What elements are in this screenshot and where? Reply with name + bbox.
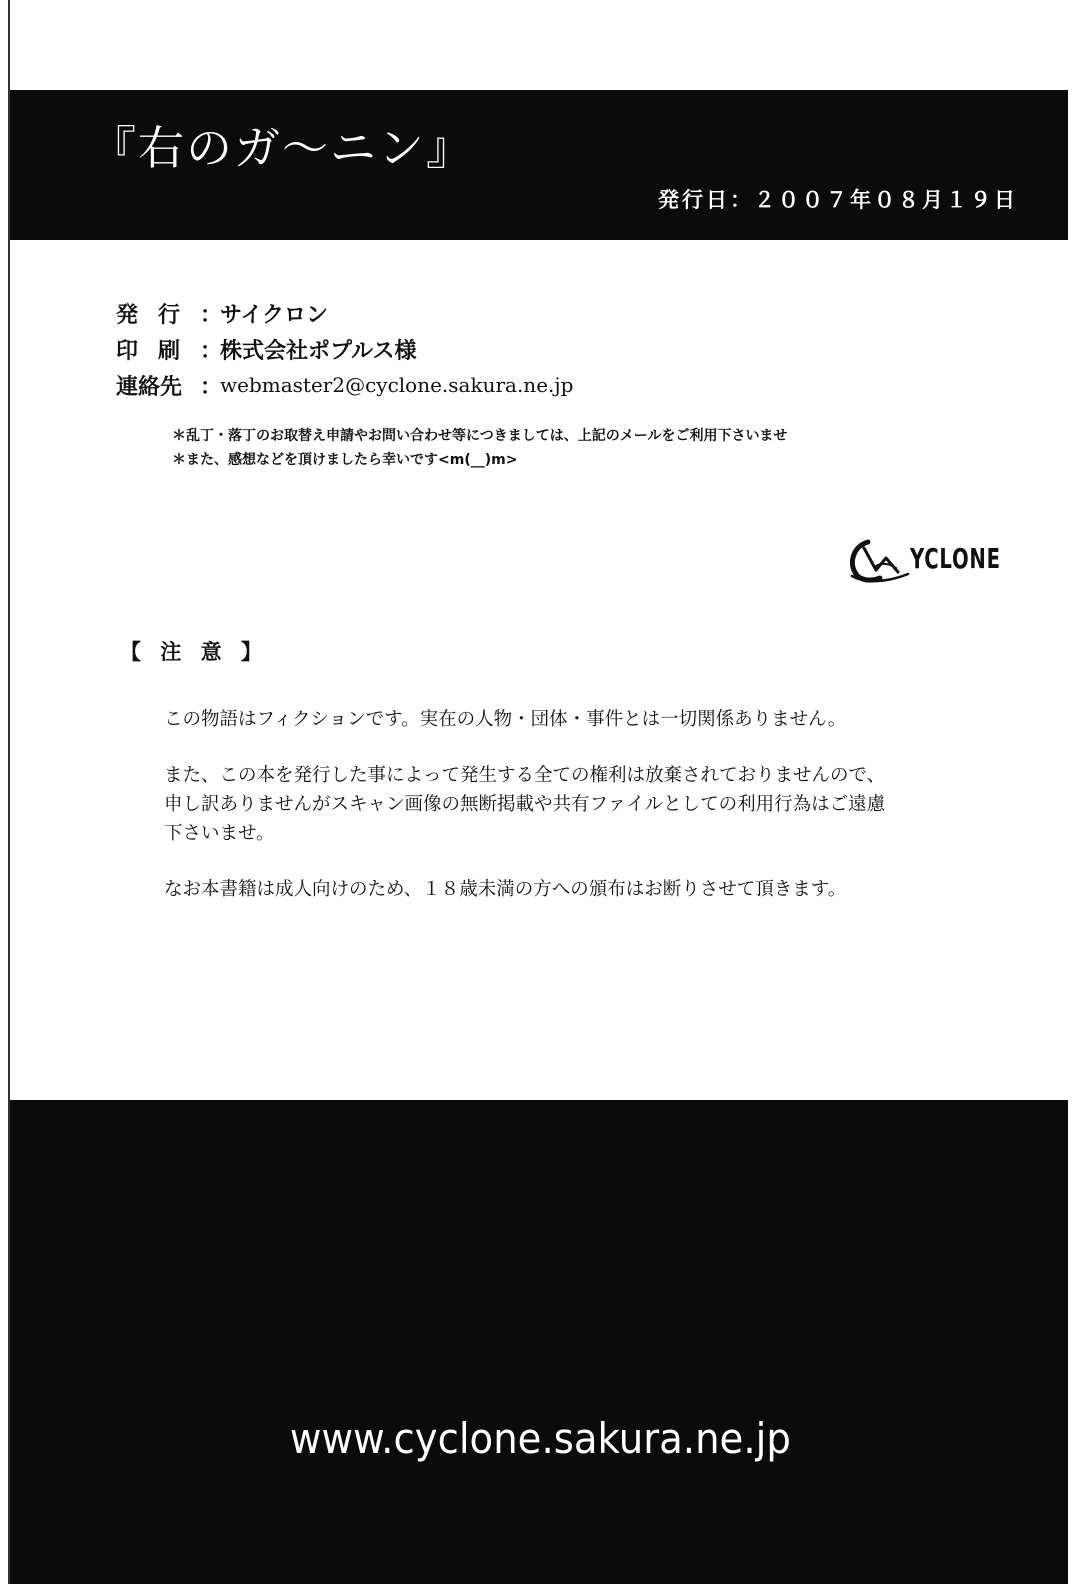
logo-wordmark: YCLONE [910,542,1001,575]
credit-contact [116,367,573,403]
notice-body [164,705,1004,931]
credit-label: 印刷 [116,338,201,364]
credit-value: サイクロン [220,302,329,328]
credit-colon: ： [200,302,223,328]
cyclone-swirl-icon [846,536,916,588]
credit-label: 発行 [116,302,201,328]
note-line: ＊乱丁・落丁のお取替え申請やお問い合わせ等につきましては、上記のメールをご利用下さいませ [172,428,788,444]
notice-paragraph: また、この本を発行した事によって発生する全ての権利は放棄されておりませんので、 申し訳ありませんがスキャン画像の無断掲載や共有ファイルとしての利用行為はご遠慮 下さいませ。 [164,765,886,844]
credit-value: 株式会社ポプルス様 [220,338,417,364]
contact-email: webmaster2@cyclone.sakura.ne.jp [220,373,574,397]
credit-publisher [116,295,573,331]
note-line: ＊また、感想などを頂けましたら幸いです<m(__)m> [172,452,518,468]
credit-colon: ： [200,374,223,400]
cyclone-logo [846,536,1012,588]
notice-heading: 【 注 意 】 [120,640,268,664]
footer-website-url: www.cyclone.sakura.ne.jp [289,1414,791,1463]
footer-band [10,1100,1068,1584]
notes-block [172,424,787,472]
notice-paragraph: なお本書籍は成人向けのため、１８歳未満の方への頒布はお断りさせて頂きます。 [164,879,847,900]
book-title: 『右のガ～ニン』 [90,121,474,175]
credit-printer [116,331,573,367]
publication-date: 発行日：２００７年０８月１９日 [658,188,1018,212]
credit-label: 連絡先 [116,374,183,400]
credit-colon: ： [200,338,223,364]
credits-block [116,295,573,403]
notice-paragraph: この物語はフィクションです。実在の人物・団体・事件とは一切関係ありません。 [164,709,847,730]
